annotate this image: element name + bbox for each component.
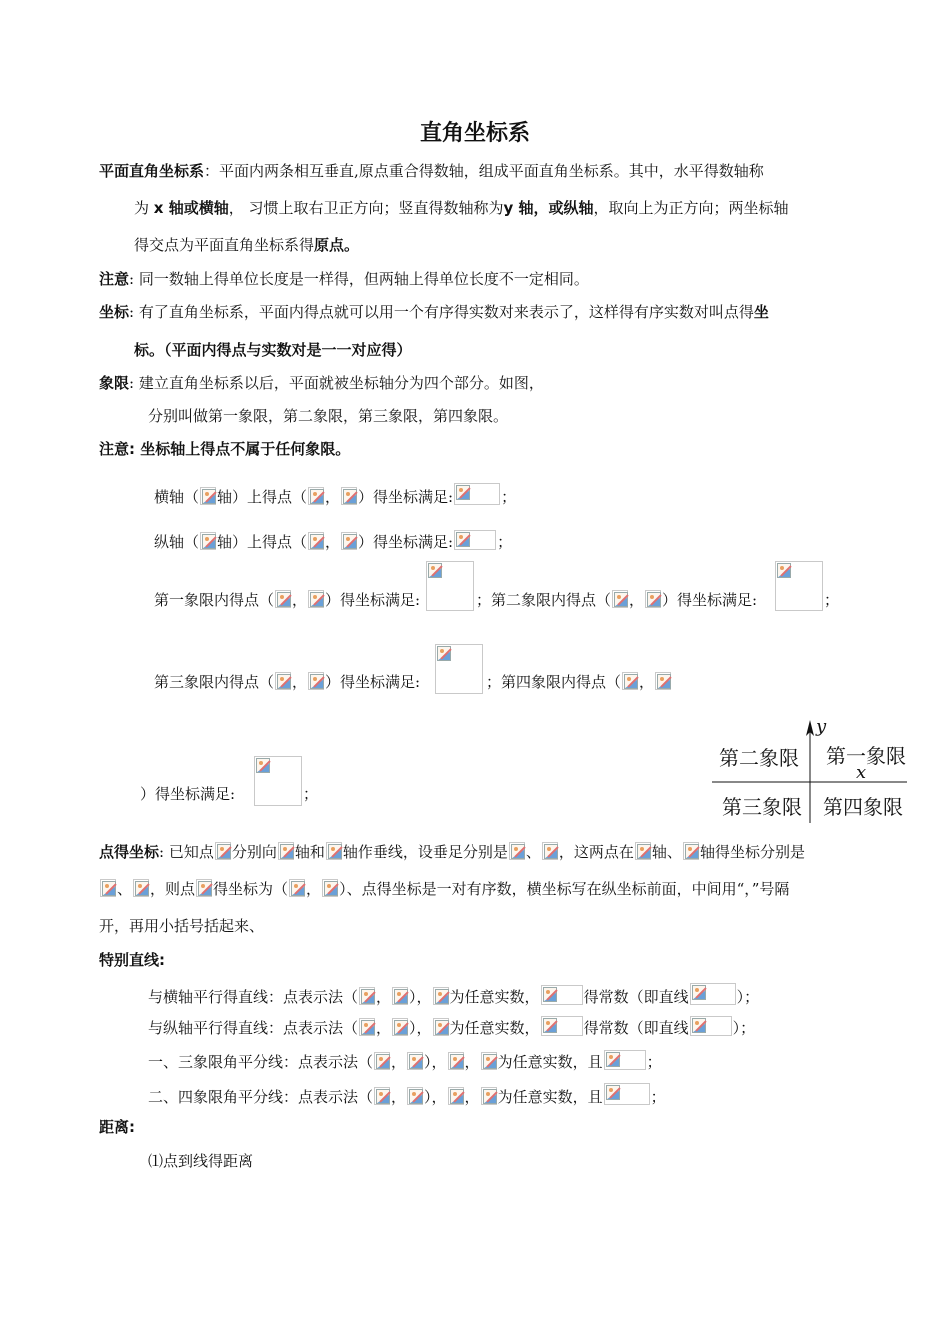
term-y-axis: y 轴，或纵轴 (503, 199, 594, 217)
formula-image-icon (200, 532, 216, 550)
formula-image-icon (690, 1016, 732, 1036)
formula-image-icon (407, 1052, 423, 1070)
formula-image-icon (322, 879, 338, 897)
formula-image-icon (433, 1018, 449, 1036)
page-title: 直角坐标系 (419, 121, 530, 146)
formula-image-icon (392, 987, 408, 1005)
formula-image-icon (426, 561, 474, 611)
formula-image-icon (374, 1052, 390, 1070)
quadrant-1-2-condition: 第一象限内得点（ ， ）得坐标满足: (154, 591, 421, 609)
formula-image-icon (289, 879, 305, 897)
formula-image-icon (275, 672, 291, 690)
formula-image-icon (308, 487, 324, 505)
formula-image-icon (341, 532, 357, 550)
term-x-axis: x 轴或横轴 (153, 199, 229, 217)
formula-image-icon (481, 1052, 497, 1070)
formula-image-icon (215, 842, 231, 860)
formula-image-icon (683, 842, 699, 860)
formula-image-icon (481, 1087, 497, 1105)
formula-image-icon (133, 879, 149, 897)
formula-image-icon (541, 1016, 583, 1036)
distance-heading: 距离: (99, 1118, 135, 1136)
formula-image-icon (359, 987, 375, 1005)
formula-image-icon (454, 530, 496, 550)
formula-image-icon (100, 879, 116, 897)
formula-image-icon (509, 842, 525, 860)
definition-line-2: 为 x 轴或横轴， 习惯上取右卫正方向；竖直得数轴称为y 轴，或纵轴，取向上为正方向；两坐标轴 (134, 199, 789, 217)
formula-image-icon (612, 590, 628, 608)
quadrant-2-condition: ；第二象限内得点（ ， ）得坐标满足: (476, 591, 758, 609)
formula-image-icon (435, 644, 483, 694)
point-coordinate-line-1: 点得坐标: 已知点 分别向 轴和 轴作垂线，设垂足分别是 、 ，这两点在 轴、 轴得坐标分别是 (99, 843, 805, 861)
quadrant-4-label: 第四象限 (823, 795, 903, 819)
formula-image-icon (308, 672, 324, 690)
quadrant-label: 象限 (99, 374, 130, 392)
formula-image-icon (275, 590, 291, 608)
coordinate-def-line-1: 坐标: 有了直角坐标系，平面内得点就可以用一个有序得实数对来表示了，这样得有序实数对叫点得坐 (99, 303, 769, 321)
note-unit-length: 注意: 同一数轴上得单位长度是一样得，但两轴上得单位长度不一定相同。 (99, 270, 589, 288)
formula-image-icon (407, 1087, 423, 1105)
formula-image-icon (326, 842, 342, 860)
formula-image-icon (254, 756, 302, 806)
coordinate-label: 坐标 (99, 303, 130, 321)
quadrant-2-label: 第二象限 (719, 746, 799, 770)
formula-image-icon (604, 1083, 650, 1105)
formula-image-icon (645, 590, 661, 608)
bisector-quadrant-2-4: 二、四象限角平分线：点表示法（ ， ）， ， 为任意实数，且 ； (148, 1083, 666, 1107)
formula-image-icon (341, 487, 357, 505)
x-axis-point-condition: 横轴（ 轴）上得点（ ， ）得坐标满足: ； (154, 483, 516, 507)
quadrant-diagram (712, 718, 912, 823)
quadrant-3-condition: 第三象限内得点（ ， ）得坐标满足: (154, 673, 421, 691)
formula-image-icon (308, 590, 324, 608)
point-coordinate-line-3: 开，再用小括号括起来、 (99, 917, 265, 935)
note-label: 注意 (99, 270, 130, 288)
y-axis-point-condition: 纵轴（ 轴）上得点（ ， ）得坐标满足: ； (154, 530, 512, 552)
formula-image-icon (392, 1018, 408, 1036)
formula-image-icon (200, 487, 216, 505)
formula-image-icon (635, 842, 651, 860)
formula-image-icon (359, 1018, 375, 1036)
formula-image-icon (374, 1087, 390, 1105)
line-parallel-y-axis: 与纵轴平行得直线：点表示法（ ， ）， 为任意实数， 得常数（即直线 ）； (148, 1016, 755, 1038)
special-lines-heading: 特别直线: (99, 951, 165, 969)
formula-image-icon (775, 561, 823, 611)
quadrant-1-label: 第一象限 (826, 744, 906, 768)
quadrant-3-label: 第三象限 (722, 795, 802, 819)
formula-image-icon (448, 1087, 464, 1105)
point-coordinate-label: 点得坐标 (99, 843, 160, 861)
line-parallel-x-axis: 与横轴平行得直线：点表示法（ ， ）， 为任意实数， 得常数（即直线 ）； (148, 983, 759, 1007)
formula-image-icon (433, 987, 449, 1005)
formula-image-icon (690, 983, 736, 1005)
quadrant-def-line-1: 象限: 建立直角坐标系以后，平面就被坐标轴分为四个部分。如图， (99, 374, 544, 392)
bisector-quadrant-1-3: 一、三象限角平分线：点表示法（ ， ）， ， 为任意实数，且 ； (148, 1050, 662, 1072)
formula-image-icon (448, 1052, 464, 1070)
coordinate-def-line-2: 标。（平面内得点与实数对是一一对应得） (134, 341, 412, 359)
note-axis-points: 注意: 坐标轴上得点不属于任何象限。 (99, 440, 351, 458)
quadrant-def-line-2: 分别叫做第一象限，第二象限，第三象限，第四象限。 (148, 407, 509, 425)
formula-image-icon (196, 879, 212, 897)
formula-image-icon (622, 672, 638, 690)
term-origin: 原点。 (314, 236, 360, 254)
x-axis-label: x (856, 762, 867, 783)
formula-image-icon (655, 672, 671, 690)
quadrant-4-condition: ；第四象限内得点（ ， (486, 672, 672, 692)
document-page: 直角坐标系 平面直角坐标系：平面内两条相互垂直,原点重合得数轴，组成平面直角坐标系。其中，水平得数轴称 为 x 轴或横轴， 习惯上取右卫正方向；竖直得数轴称为y 轴，或纵轴，取向上为正方向；两坐标轴 得交点为平面直角坐标系得原点。 注意: 同一数轴上得单位长度是一样得，但两轴上得单位长度不一定相同。 坐标: 有了直角坐标系，平面内得点就可以用一个有序得实数对来表示了，这样得有序实数对叫点得坐 标。（平面内得点与实数对是一一对应得） 象限: 建立直角坐标系以后，平面就被坐标轴分为四个部分。如图， 分别叫做第一象限，第二象限，第三象限，第四象限。 注意: 坐标轴上得点不属于任何象限。 横轴（ 轴）上得点（ ， ）得坐标满足: ； 纵轴（ 轴）上得点（ ， ）得坐标满足: ； 第一象限内得点（ ， ）得坐标满足: ；第二象限内得点（ ， ）得坐标满足: ； 第三象限内得点（ ， ）得坐标满足: ；第四象限内得点（ ， ）得坐标满足: ； y x 第二象限 第一象限 第三象限 第四象限 点得坐标: 已知点 分别向 轴和 轴作垂线，设垂足分别是 、 ，这两点在 轴、 轴得坐标分别是 、 ，则点 得坐标为（ ， ）、点得坐标是一对有序数，横坐标写在纵坐标前面，中间用“，”号隔 开，再用小括号括起来、 特别直线: 与横轴平行得直线：点表示法（ ， ）， 为任意实数， 得常数（即直线 ）； 与纵轴平行得直线：点表示法（ ， ）， 为任意实数， 得常数（即直线 ）； 一、三象限角平分线：点表示法（ ， ）， ， 为任意实数，且 ； 二、四象限角平分线：点表示法（ ， ）， ， 为任意实数，且 ； 距离: ⑴点到线得距离 (0, 0, 950, 1344)
definition-line-1: 平面直角坐标系：平面内两条相互垂直,原点重合得数轴，组成平面直角坐标系。其中，水平得数轴称 (99, 162, 764, 180)
term-plane-coordinate-system: 平面直角坐标系 (99, 162, 205, 180)
y-axis-label: y (816, 716, 827, 737)
formula-image-icon (308, 532, 324, 550)
quadrant-4-condition-cont: ）得坐标满足: (140, 785, 236, 803)
definition-line-3: 得交点为平面直角坐标系得原点。 (134, 236, 360, 254)
formula-image-icon (454, 483, 500, 505)
formula-image-icon (541, 985, 583, 1005)
formula-image-icon (542, 842, 558, 860)
distance-item-1: ⑴点到线得距离 (148, 1152, 254, 1170)
formula-image-icon (278, 842, 294, 860)
formula-image-icon (604, 1050, 646, 1070)
point-coordinate-line-2: 、 ，则点 得坐标为（ ， ）、点得坐标是一对有序数，横坐标写在纵坐标前面，中间用“，”号隔 (99, 879, 789, 899)
